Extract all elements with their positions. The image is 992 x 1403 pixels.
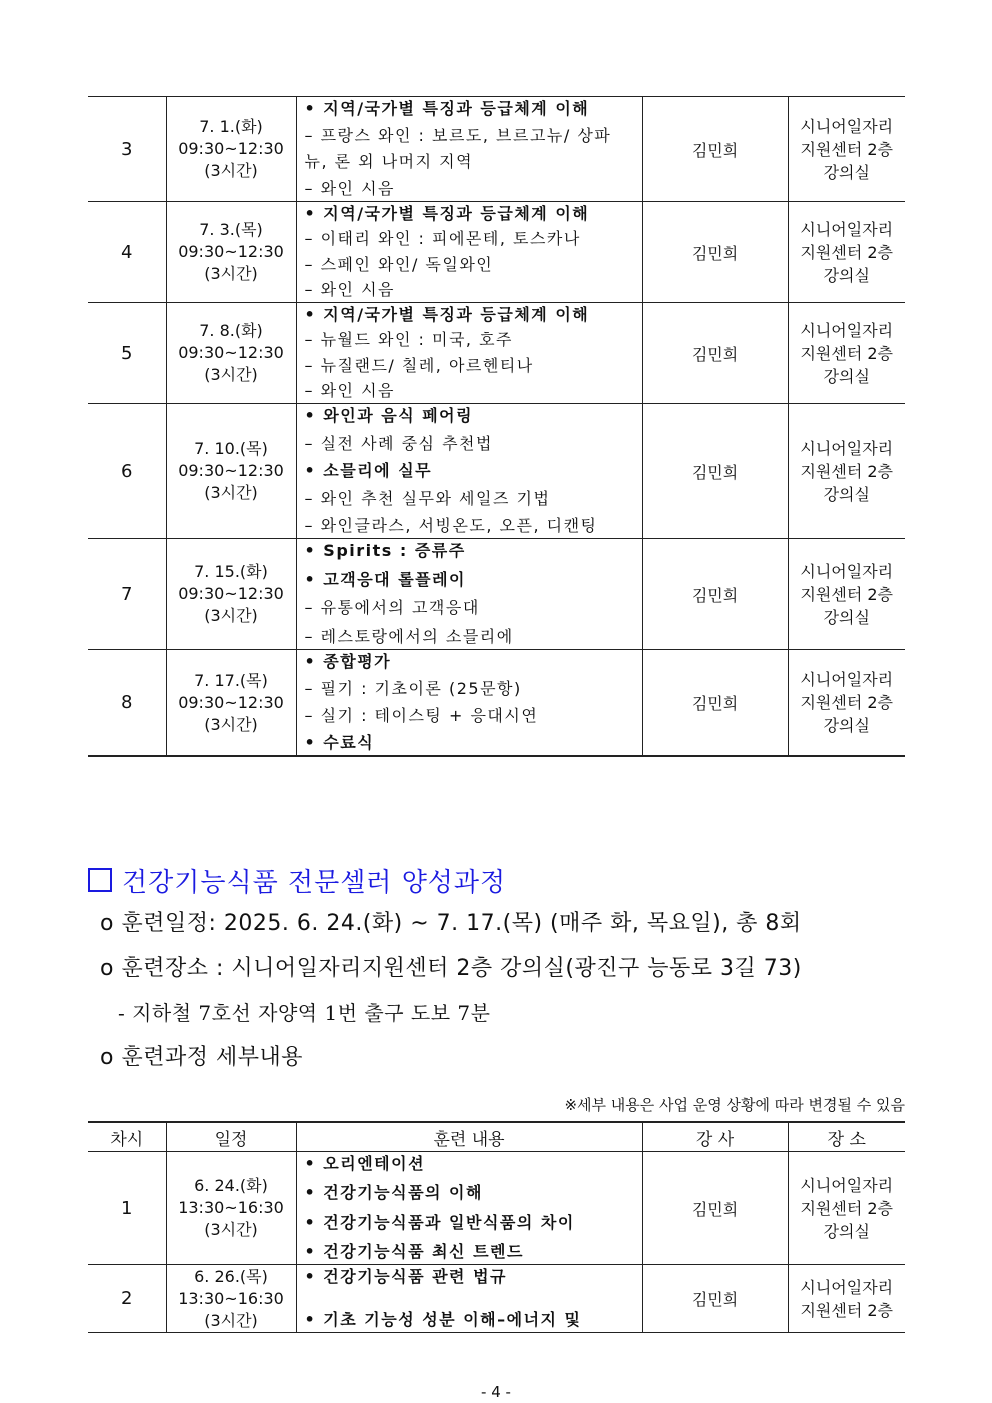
instructor: 김민희 xyxy=(642,539,788,650)
location-line: 강의실 xyxy=(823,1221,870,1241)
health-food-course-table xyxy=(88,1121,905,1333)
date: 6. 26.(목) xyxy=(194,1266,268,1286)
duration: (3시간) xyxy=(204,1310,258,1330)
session-number: 1 xyxy=(88,1152,166,1265)
header-content: 훈련 내용 xyxy=(296,1122,642,1152)
duration: (3시간) xyxy=(204,714,258,734)
date: 7. 15.(화) xyxy=(194,562,268,581)
duration: (3시간) xyxy=(204,606,258,625)
table-row xyxy=(88,404,905,539)
content-line: – 뉴월드 와인 : 미국, 호주 xyxy=(304,330,514,350)
location-line: 지원센터 2층 xyxy=(800,1300,894,1320)
content-line: • 수료식 xyxy=(304,733,375,752)
location-line: 지원센터 2층 xyxy=(800,1198,894,1218)
schedule-cell xyxy=(166,97,296,202)
location-line: 시니어일자리 xyxy=(800,561,894,581)
instructor: 김민희 xyxy=(642,1152,788,1265)
location-line: 강의실 xyxy=(823,484,870,504)
checkbox-square-icon xyxy=(88,868,112,892)
duration: (3시간) xyxy=(204,1220,258,1239)
content-cell xyxy=(296,97,642,202)
location-line: 시니어일자리 xyxy=(800,1277,894,1297)
date: 7. 10.(목) xyxy=(194,439,268,458)
content-line: – 유통에서의 고객응대 xyxy=(304,598,480,618)
schedule-cell xyxy=(166,404,296,539)
change-note: ※세부 내용은 사업 운영 상황에 따라 변경될 수 있음 xyxy=(564,1096,905,1114)
table-row xyxy=(88,539,905,650)
location-cell xyxy=(788,97,905,202)
location-line: 시니어일자리 xyxy=(800,670,894,689)
location-cell xyxy=(788,1152,905,1265)
duration: (3시간) xyxy=(204,264,258,283)
time: 13:30~16:30 xyxy=(178,1198,284,1217)
header-schedule: 일정 xyxy=(166,1122,296,1152)
content-line: • 지역/국가별 특징과 등급체계 이해 xyxy=(304,99,590,118)
content-line: – 와인 추천 실무와 세일즈 기법 xyxy=(304,488,551,508)
time: 09:30~12:30 xyxy=(178,584,284,603)
date: 7. 8.(화) xyxy=(199,321,263,340)
content-line: 뉴, 론 외 나머지 지역 xyxy=(304,152,474,172)
location-line: 시니어일자리 xyxy=(800,1175,894,1195)
schedule-cell xyxy=(166,650,296,757)
content-line: – 스페인 와인/ 독일와인 xyxy=(304,254,494,274)
instructor: 김민희 xyxy=(642,1265,788,1333)
location-line: 강의실 xyxy=(823,265,870,285)
session-number: 6 xyxy=(88,404,166,539)
date: 7. 1.(화) xyxy=(199,117,263,136)
content-line: – 뉴질랜드/ 칠레, 아르헨티나 xyxy=(304,355,534,375)
location-line: 지원센터 2층 xyxy=(800,693,894,712)
session-number: 5 xyxy=(88,303,166,404)
content-line: – 와인 시음 xyxy=(304,279,395,299)
time: 09:30~12:30 xyxy=(178,343,284,362)
date: 6. 24.(화) xyxy=(194,1176,268,1195)
time: 09:30~12:30 xyxy=(178,461,284,480)
duration: (3시간) xyxy=(204,365,258,384)
content-line: – 와인 시음 xyxy=(304,178,395,198)
content-cell xyxy=(296,303,642,404)
duration: (3시간) xyxy=(204,161,258,180)
session-number: 8 xyxy=(88,650,166,757)
training-schedule: o 훈련일정: 2025. 6. 24.(화) ~ 7. 17.(목) (매주 화, 목요일), 총 8회 xyxy=(100,911,802,936)
content-line: – 실기 : 테이스팅 + 응대시연 xyxy=(304,706,539,725)
content-line: • 기초 기능성 성분 이해–에너지 및 xyxy=(304,1310,582,1329)
section-heading xyxy=(88,862,506,899)
session-number: 7 xyxy=(88,539,166,650)
location-cell xyxy=(788,1265,905,1333)
content-line: • 고객응대 롤플레이 xyxy=(304,569,467,589)
content-line: – 이태리 와인 : 피에몬테, 토스카나 xyxy=(304,229,581,249)
location-line: 시니어일자리 xyxy=(800,438,894,458)
table-row xyxy=(88,1265,905,1333)
session-number: 4 xyxy=(88,202,166,303)
content-line: • 건강기능식품 최신 트렌드 xyxy=(304,1241,524,1261)
content-line: • 지역/국가별 특징과 등급체계 이해 xyxy=(304,204,590,223)
content-line: – 와인글라스, 서빙온도, 오픈, 디캔팅 xyxy=(304,516,598,535)
content-line: – 실전 사례 중심 추천법 xyxy=(304,433,493,453)
location-line: 강의실 xyxy=(823,366,870,386)
location-line: 지원센터 2층 xyxy=(800,343,894,363)
content-cell xyxy=(296,404,642,539)
instructor: 김민희 xyxy=(642,202,788,303)
instructor: 김민희 xyxy=(642,303,788,404)
location-line: 시니어일자리 xyxy=(800,320,894,340)
table-row xyxy=(88,202,905,303)
page-number: - 4 - xyxy=(481,1383,511,1401)
content-line: • Spirits : 증류주 xyxy=(304,541,466,560)
content-line: • 건강기능식품 관련 법규 xyxy=(304,1267,507,1286)
schedule-cell xyxy=(166,202,296,303)
time: 13:30~16:30 xyxy=(178,1288,284,1308)
wine-course-table xyxy=(88,96,905,757)
session-number: 2 xyxy=(88,1265,166,1333)
location-cell xyxy=(788,539,905,650)
content-line: • 지역/국가별 특징과 등급체계 이해 xyxy=(304,305,590,324)
time: 09:30~12:30 xyxy=(178,692,284,712)
location-cell xyxy=(788,303,905,404)
table-row xyxy=(88,650,905,757)
schedule-cell xyxy=(166,1265,296,1333)
content-line: • 와인과 음식 페어링 xyxy=(304,406,474,425)
schedule-cell xyxy=(166,539,296,650)
section-title: 건강기능식품 전문셀러 양성과정 xyxy=(122,868,507,898)
table-row xyxy=(88,97,905,202)
duration: (3시간) xyxy=(204,483,258,502)
content-line: • 종합평가 xyxy=(304,652,392,671)
location-line: 강의실 xyxy=(823,607,870,627)
time: 09:30~12:30 xyxy=(178,242,284,261)
location-line: 시니어일자리 xyxy=(800,219,894,239)
location-line: 지원센터 2층 xyxy=(800,584,894,604)
content-cell xyxy=(296,539,642,650)
content-line: – 필기 : 기초이론 (25문항) xyxy=(304,679,522,698)
location-line: 지원센터 2층 xyxy=(800,139,894,159)
content-line: – 레스토랑에서의 소믈리에 xyxy=(304,626,514,646)
time: 09:30~12:30 xyxy=(178,139,284,158)
instructor: 김민희 xyxy=(642,650,788,757)
content-cell xyxy=(296,1152,642,1265)
location-cell xyxy=(788,650,905,757)
location-line: 강의실 xyxy=(823,162,870,182)
date: 7. 17.(목) xyxy=(194,670,268,690)
header-instructor: 강 사 xyxy=(642,1122,788,1152)
training-place: o 훈련장소 : 시니어일자리지원센터 2층 강의실(광진구 능동로 3길 73) xyxy=(100,956,802,981)
content-cell xyxy=(296,202,642,303)
table-row xyxy=(88,1152,905,1265)
schedule-cell xyxy=(166,303,296,404)
content-line: • 오리엔테이션 xyxy=(304,1154,426,1173)
date: 7. 3.(목) xyxy=(199,220,263,239)
instructor: 김민희 xyxy=(642,404,788,539)
training-detail-label: o 훈련과정 세부내용 xyxy=(100,1045,303,1070)
location-cell xyxy=(788,404,905,539)
header-location: 장 소 xyxy=(788,1122,905,1152)
session-number: 3 xyxy=(88,97,166,202)
content-cell xyxy=(296,1265,642,1333)
location-line: 강의실 xyxy=(823,716,870,735)
instructor: 김민희 xyxy=(642,97,788,202)
location-line: 지원센터 2층 xyxy=(800,461,894,481)
location-line: 시니어일자리 xyxy=(800,116,894,136)
content-line: – 프랑스 와인 : 보르도, 브르고뉴/ 상파 xyxy=(304,125,612,145)
subway-info: - 지하철 7호선 자양역 1번 출구 도보 7분 xyxy=(118,1001,491,1025)
content-line: • 건강기능식품의 이해 xyxy=(304,1183,483,1203)
table-row xyxy=(88,303,905,404)
content-line: • 건강기능식품과 일반식품의 차이 xyxy=(304,1212,575,1232)
table-header-row xyxy=(88,1122,905,1152)
schedule-cell xyxy=(166,1152,296,1265)
content-line: – 와인 시음 xyxy=(304,380,395,400)
content-cell xyxy=(296,650,642,757)
location-line: 지원센터 2층 xyxy=(800,242,894,262)
location-cell xyxy=(788,202,905,303)
content-line: • 소믈리에 실무 xyxy=(304,461,433,480)
header-session: 차시 xyxy=(88,1122,166,1152)
